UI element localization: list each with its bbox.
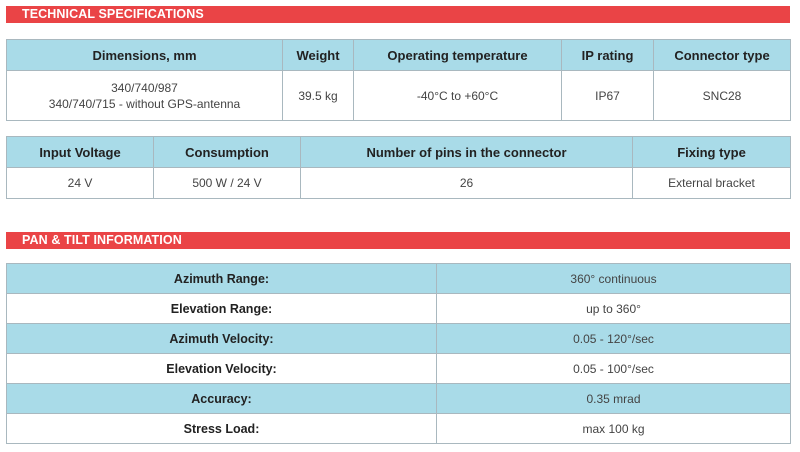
azimuth-velocity-value: 0.05 - 120°/sec xyxy=(437,324,791,354)
input-voltage-cell: 24 V xyxy=(7,168,154,199)
table-row xyxy=(7,414,791,444)
elevation-range-value: up to 360° xyxy=(437,294,791,324)
pins-cell: 26 xyxy=(301,168,633,199)
table-row xyxy=(7,168,791,199)
azimuth-range-value: 360° continuous xyxy=(437,264,791,294)
weight-cell: 39.5 kg xyxy=(283,71,354,121)
header-ip-rating: IP rating xyxy=(562,40,654,71)
accuracy-value: 0.35 mrad xyxy=(437,384,791,414)
header-pins: Number of pins in the connector xyxy=(301,137,633,168)
dimensions-cell xyxy=(7,71,283,121)
ip-rating-cell: IP67 xyxy=(562,71,654,121)
header-operating-temperature: Operating temperature xyxy=(354,40,562,71)
table-header-row xyxy=(7,137,791,168)
elevation-range-label: Elevation Range: xyxy=(7,294,437,324)
electrical-table xyxy=(6,136,791,199)
stress-load-value: max 100 kg xyxy=(437,414,791,444)
table-row xyxy=(7,354,791,384)
dimensions-line-1: 340/740/987 xyxy=(111,80,178,95)
elevation-velocity-label: Elevation Velocity: xyxy=(7,354,437,384)
header-fixing-type: Fixing type xyxy=(633,137,791,168)
header-weight: Weight xyxy=(283,40,354,71)
table-header-row xyxy=(7,40,791,71)
table-row xyxy=(7,264,791,294)
table-row xyxy=(7,71,791,121)
pan-tilt-table xyxy=(6,263,791,444)
pan-tilt-information-heading: PAN & TILT INFORMATION xyxy=(6,232,790,249)
header-consumption: Consumption xyxy=(154,137,301,168)
fixing-type-cell: External bracket xyxy=(633,168,791,199)
specifications-table xyxy=(6,39,791,121)
table-row xyxy=(7,324,791,354)
stress-load-label: Stress Load: xyxy=(7,414,437,444)
azimuth-velocity-label: Azimuth Velocity: xyxy=(7,324,437,354)
consumption-cell: 500 W / 24 V xyxy=(154,168,301,199)
header-dimensions: Dimensions, mm xyxy=(7,40,283,71)
table-row xyxy=(7,294,791,324)
elevation-velocity-value: 0.05 - 100°/sec xyxy=(437,354,791,384)
header-connector-type: Connector type xyxy=(654,40,791,71)
temperature-cell: -40°C to +60°C xyxy=(354,71,562,121)
dimensions-line-2: 340/740/715 - without GPS-antenna xyxy=(48,96,241,111)
accuracy-label: Accuracy: xyxy=(7,384,437,414)
header-input-voltage: Input Voltage xyxy=(7,137,154,168)
connector-type-cell: SNC28 xyxy=(654,71,791,121)
azimuth-range-label: Azimuth Range: xyxy=(7,264,437,294)
table-row xyxy=(7,384,791,414)
technical-specifications-heading: TECHNICAL SPECIFICATIONS xyxy=(6,6,790,23)
